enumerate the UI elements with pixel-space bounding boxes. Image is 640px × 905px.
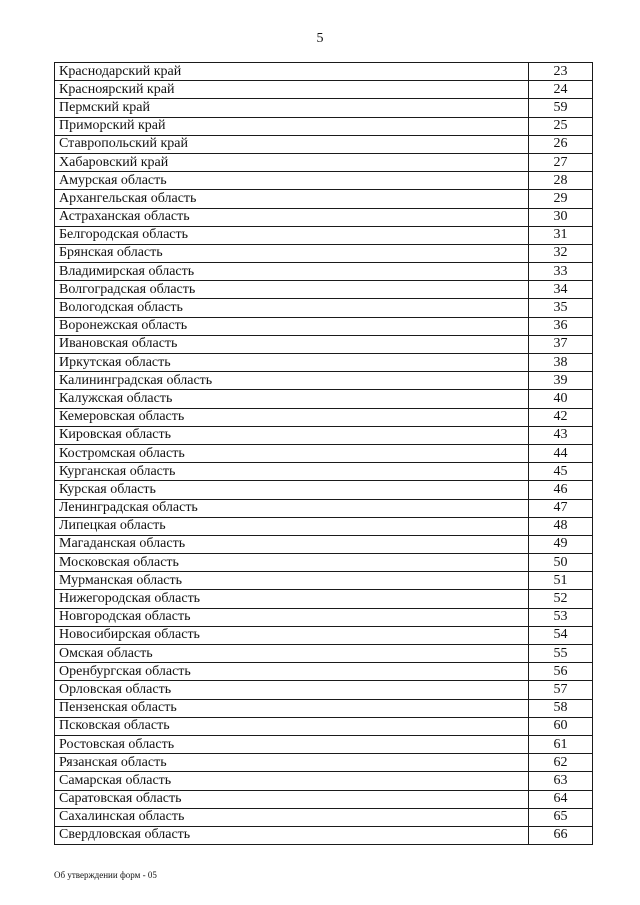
table-row bbox=[55, 645, 593, 663]
region-name-cell: Хабаровский край bbox=[55, 153, 529, 171]
table-row bbox=[55, 281, 593, 299]
table-row bbox=[55, 590, 593, 608]
table-row bbox=[55, 172, 593, 190]
table-row bbox=[55, 481, 593, 499]
region-code-cell: 37 bbox=[529, 335, 593, 353]
region-code-cell: 45 bbox=[529, 463, 593, 481]
table-row bbox=[55, 426, 593, 444]
table-row bbox=[55, 99, 593, 117]
region-name-cell: Мурманская область bbox=[55, 572, 529, 590]
region-code-cell: 40 bbox=[529, 390, 593, 408]
table-row bbox=[55, 335, 593, 353]
region-code-cell: 51 bbox=[529, 572, 593, 590]
table-row bbox=[55, 463, 593, 481]
region-code-cell: 64 bbox=[529, 790, 593, 808]
region-name-cell: Иркутская область bbox=[55, 354, 529, 372]
region-code-cell: 24 bbox=[529, 81, 593, 99]
region-code-cell: 25 bbox=[529, 117, 593, 135]
region-name-cell: Оренбургская область bbox=[55, 663, 529, 681]
table-row bbox=[55, 372, 593, 390]
table-row bbox=[55, 317, 593, 335]
region-name-cell: Курская область bbox=[55, 481, 529, 499]
table-row bbox=[55, 826, 593, 844]
region-name-cell: Ставропольский край bbox=[55, 135, 529, 153]
region-name-cell: Краснодарский край bbox=[55, 63, 529, 81]
table-row bbox=[55, 808, 593, 826]
region-code-cell: 30 bbox=[529, 208, 593, 226]
table-row bbox=[55, 244, 593, 262]
region-code-cell: 49 bbox=[529, 535, 593, 553]
region-code-cell: 27 bbox=[529, 153, 593, 171]
region-name-cell: Костромская область bbox=[55, 444, 529, 462]
region-code-cell: 59 bbox=[529, 99, 593, 117]
region-name-cell: Орловская область bbox=[55, 681, 529, 699]
region-code-cell: 65 bbox=[529, 808, 593, 826]
table-row bbox=[55, 153, 593, 171]
region-code-cell: 31 bbox=[529, 226, 593, 244]
region-code-cell: 52 bbox=[529, 590, 593, 608]
region-code-cell: 23 bbox=[529, 63, 593, 81]
table-row bbox=[55, 135, 593, 153]
table-row bbox=[55, 63, 593, 81]
table-row bbox=[55, 626, 593, 644]
region-code-table bbox=[54, 62, 593, 845]
region-name-cell: Псковская область bbox=[55, 717, 529, 735]
region-code-cell: 55 bbox=[529, 645, 593, 663]
region-code-cell: 35 bbox=[529, 299, 593, 317]
table-row bbox=[55, 299, 593, 317]
region-code-cell: 28 bbox=[529, 172, 593, 190]
region-code-cell: 58 bbox=[529, 699, 593, 717]
region-name-cell: Архангельская область bbox=[55, 190, 529, 208]
region-name-cell: Амурская область bbox=[55, 172, 529, 190]
table-row bbox=[55, 717, 593, 735]
region-name-cell: Нижегородская область bbox=[55, 590, 529, 608]
region-name-cell: Вологодская область bbox=[55, 299, 529, 317]
region-name-cell: Калининградская область bbox=[55, 372, 529, 390]
region-name-cell: Курганская область bbox=[55, 463, 529, 481]
region-code-cell: 60 bbox=[529, 717, 593, 735]
table-row bbox=[55, 663, 593, 681]
region-name-cell: Волгоградская область bbox=[55, 281, 529, 299]
region-code-cell: 63 bbox=[529, 772, 593, 790]
region-code-cell: 61 bbox=[529, 735, 593, 753]
table-row bbox=[55, 499, 593, 517]
table-row bbox=[55, 263, 593, 281]
region-code-cell: 62 bbox=[529, 754, 593, 772]
region-name-cell: Ивановская область bbox=[55, 335, 529, 353]
table-row bbox=[55, 354, 593, 372]
region-name-cell: Воронежская область bbox=[55, 317, 529, 335]
region-name-cell: Владимирская область bbox=[55, 263, 529, 281]
region-name-cell: Саратовская область bbox=[55, 790, 529, 808]
region-code-cell: 39 bbox=[529, 372, 593, 390]
table-row bbox=[55, 681, 593, 699]
region-code-cell: 47 bbox=[529, 499, 593, 517]
region-name-cell: Магаданская область bbox=[55, 535, 529, 553]
table-row bbox=[55, 699, 593, 717]
region-name-cell: Пензенская область bbox=[55, 699, 529, 717]
table-row bbox=[55, 81, 593, 99]
region-name-cell: Кировская область bbox=[55, 426, 529, 444]
region-code-cell: 44 bbox=[529, 444, 593, 462]
table-row bbox=[55, 444, 593, 462]
region-code-cell: 32 bbox=[529, 244, 593, 262]
region-code-cell: 53 bbox=[529, 608, 593, 626]
region-name-cell: Самарская область bbox=[55, 772, 529, 790]
table-row bbox=[55, 572, 593, 590]
region-name-cell: Калужская область bbox=[55, 390, 529, 408]
region-name-cell: Пермский край bbox=[55, 99, 529, 117]
region-name-cell: Сахалинская область bbox=[55, 808, 529, 826]
region-name-cell: Ростовская область bbox=[55, 735, 529, 753]
table-row bbox=[55, 608, 593, 626]
region-name-cell: Свердловская область bbox=[55, 826, 529, 844]
region-code-cell: 29 bbox=[529, 190, 593, 208]
region-code-cell: 48 bbox=[529, 517, 593, 535]
table-row bbox=[55, 772, 593, 790]
region-name-cell: Омская область bbox=[55, 645, 529, 663]
region-name-cell: Новгородская область bbox=[55, 608, 529, 626]
region-name-cell: Рязанская область bbox=[55, 754, 529, 772]
region-name-cell: Брянская область bbox=[55, 244, 529, 262]
page-number: 5 bbox=[316, 31, 324, 46]
region-name-cell: Ленинградская область bbox=[55, 499, 529, 517]
table-row bbox=[55, 517, 593, 535]
table-row bbox=[55, 790, 593, 808]
table-row bbox=[55, 226, 593, 244]
region-name-cell: Красноярский край bbox=[55, 81, 529, 99]
region-code-cell: 34 bbox=[529, 281, 593, 299]
table-row bbox=[55, 390, 593, 408]
region-code-cell: 50 bbox=[529, 554, 593, 572]
region-code-cell: 57 bbox=[529, 681, 593, 699]
region-code-cell: 36 bbox=[529, 317, 593, 335]
region-code-cell: 46 bbox=[529, 481, 593, 499]
footer-note: Об утверждении форм - 05 bbox=[54, 870, 157, 880]
table-row bbox=[55, 408, 593, 426]
table-row bbox=[55, 190, 593, 208]
region-name-cell: Московская область bbox=[55, 554, 529, 572]
region-code-cell: 54 bbox=[529, 626, 593, 644]
table-row bbox=[55, 208, 593, 226]
region-code-cell: 42 bbox=[529, 408, 593, 426]
table-row bbox=[55, 535, 593, 553]
region-name-cell: Кемеровская область bbox=[55, 408, 529, 426]
region-name-cell: Приморский край bbox=[55, 117, 529, 135]
region-code-cell: 43 bbox=[529, 426, 593, 444]
region-code-cell: 66 bbox=[529, 826, 593, 844]
region-code-cell: 38 bbox=[529, 354, 593, 372]
region-code-cell: 56 bbox=[529, 663, 593, 681]
region-table-body bbox=[55, 63, 593, 845]
region-code-cell: 33 bbox=[529, 263, 593, 281]
table-row bbox=[55, 754, 593, 772]
table-row bbox=[55, 117, 593, 135]
table-row bbox=[55, 554, 593, 572]
table-row bbox=[55, 735, 593, 753]
region-name-cell: Новосибирская область bbox=[55, 626, 529, 644]
region-name-cell: Астраханская область bbox=[55, 208, 529, 226]
region-code-cell: 26 bbox=[529, 135, 593, 153]
region-name-cell: Белгородская область bbox=[55, 226, 529, 244]
region-name-cell: Липецкая область bbox=[55, 517, 529, 535]
